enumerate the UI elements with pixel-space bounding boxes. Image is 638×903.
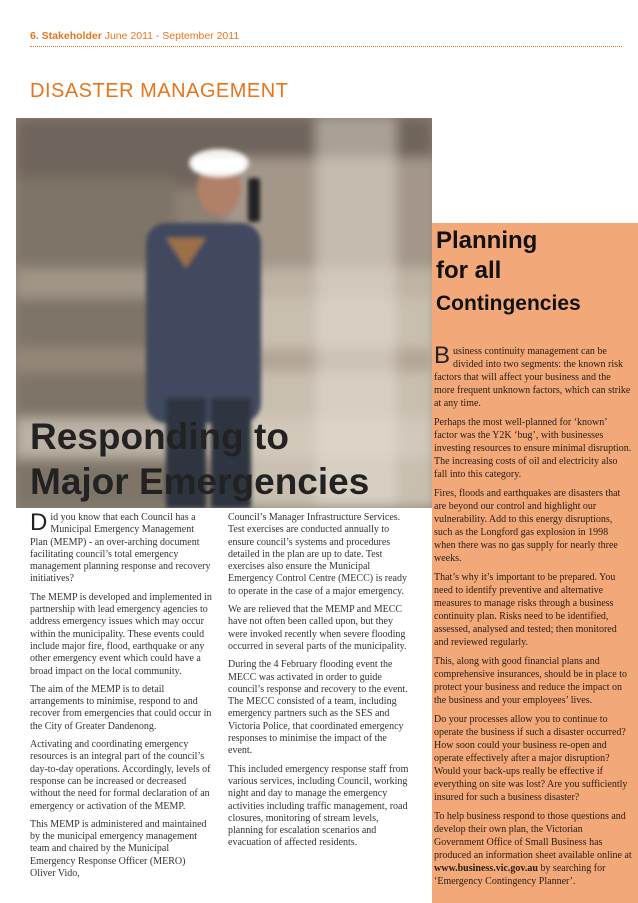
sidebar-title-line3: Contingencies (436, 292, 581, 315)
article-paragraph: Council’s Manager Infrastructure Services. Test exercises are conducted annually to ensure council’s systems and procedures detailed in the plan are up to date. Test exercises also ensure the Municipal Emergency Control Centre (MECC) is ready to operate in the case of a major emergency. (228, 512, 407, 597)
article-paragraph: Activating and coordinating emergency resources is an integral part of the council’s day-to-day operations. Accordingly, levels of response can be increased or decreased without the need for formal declaration of an emergency or activation of the MEMP. (30, 739, 211, 812)
header-divider (30, 46, 622, 47)
article-paragraph: We are relieved that the MEMP and MECC have not often been called upon, but they were invoked recently when severe flooding occurred in several parts of the municipality. (228, 604, 407, 652)
issue-dates: June 2011 - September 2011 (104, 30, 240, 42)
sidebar-paragraph: This, along with good financial plans and comprehensive insurances, should be in place to protect your business and reduce the impact on the business and your employees’ lives. (434, 656, 627, 706)
sidebar-dropcap: B (434, 342, 451, 369)
article-paragraph: Did you know that each Council has a Municipal Emergency Management Plan (MEMP) - an over-arching document facilitating council’s total emergency management planning response and recovery initiatives? (30, 509, 211, 585)
article-paragraph: This MEMP is administered and maintained by the municipal emergency management team and chaired by the Municipal Emergency Response Officer (MERO) Oliver Vido, (30, 818, 207, 880)
headline-line1: Responding to (30, 416, 289, 457)
sidebar-title-line2: for all (436, 257, 502, 284)
page-header (30, 30, 239, 42)
article-paragraph: The aim of the MEMP is to detail arrangements to minimise, respond to and recover from emergencies that could occur in the City of Greater Dandenong. (30, 683, 212, 732)
page-label: 6. Stakeholder (30, 30, 102, 42)
article-headline (30, 414, 369, 504)
sidebar-paragraph: That’s why it’s important to be prepared. You need to identify preventive and alternative measures to manage risks through a business continuity plan. Risks need to be identified, assessed, analysed and tested; then monitored and reviewed regularly. (434, 572, 617, 648)
sidebar-title (436, 226, 581, 318)
section-title: DISASTER MANAGEMENT (30, 80, 289, 102)
article-paragraph: This included emergency response staff from various services, including Council, working night and day to manage the emergency activities including traffic management, road closures, monitoring of stream levels, planning for escalation scenarios and evacuation of affected residents. (228, 763, 409, 849)
sidebar-paragraph: To help business respond to those questions and develop their own plan, the Victorian Government Office of Small Business has produced an information sheet available online at www.business.vic.gov.au by searching for ‘Emergency Contingency Planner’. (434, 811, 632, 887)
article-paragraph: During the 4 February flooding event the MECC was activated in order to guide council’s response and recovery to the event. The MECC consisted of a team, including emergency partners such as the SES and Victoria Police, that coordinated emergency responses to minimise the impact of the event. (228, 659, 408, 757)
article-dropcap: D (30, 509, 48, 536)
sidebar-paragraph: Business continuity management can be divided into two segments: the known risk factors that will affect your business and the more frequent unknown factors, which can strike at any time. (434, 342, 631, 409)
website-link[interactable]: www.business.vic.gov.au (434, 863, 538, 874)
sidebar-body (434, 342, 632, 894)
article-paragraph: The MEMP is developed and implemented in partnership with lead emergency agencies to address emergency issues which may occur within the municipality. These events could include major fire, flood, earthquake or any other emergency event which could have a broad impact on the local community. (30, 591, 212, 677)
sidebar-paragraph: Do your processes allow you to continue to operate the business if such a disaster occurred? How soon could your business re-open and operate effectively after a major disruption? Would your back-ups really be effective if everything on site was lost? Are you sufficiently insured for such a business disaster? (434, 714, 628, 803)
article-column-1 (30, 509, 212, 886)
article-column-2 (228, 512, 410, 856)
sidebar-paragraph: Fires, floods and earthquakes are disasters that are beyond our control and highlight our vulnerability. Add to this energy disruptions, such as the Longford gas explosion in 1998 when there was no gas supply for nearly three weeks. (434, 488, 621, 564)
sidebar-paragraph: Perhaps the most well-planned for ‘known’ factor was the Y2K ‘bug’, with businesses investing resources to ensure minimal disruption. The increasing costs of oil and electricity also fall into this category. (434, 417, 632, 480)
headline-line2: Major Emergencies (30, 461, 370, 502)
sidebar-title-line1: Planning (436, 227, 538, 254)
